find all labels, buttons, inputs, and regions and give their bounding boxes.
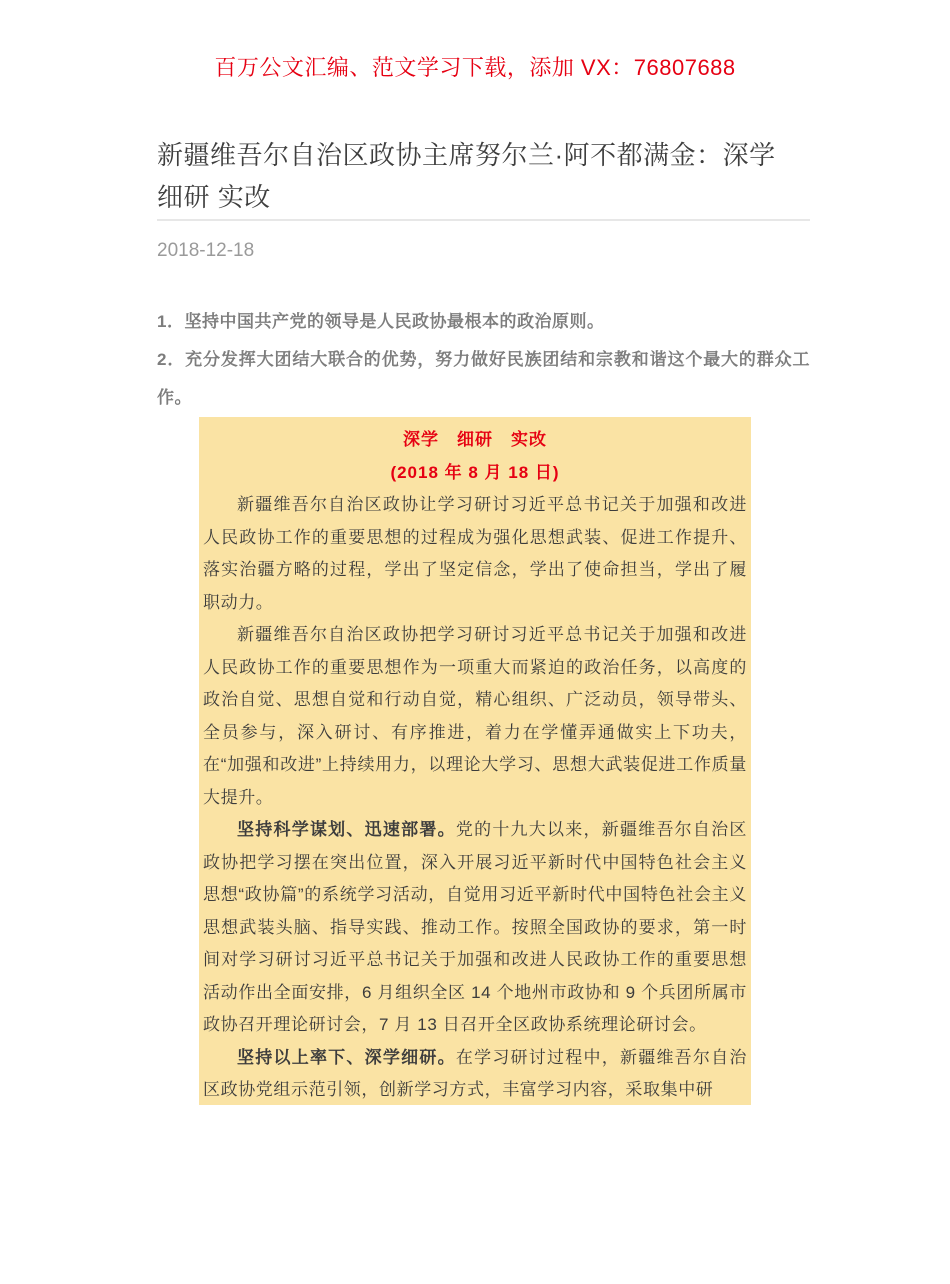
promo-banner: 百万公文汇编、范文学习下载，添加 VX：76807688 bbox=[214, 55, 736, 80]
title-divider bbox=[157, 219, 810, 221]
box-paragraph: 坚持以上率下、深学细研。在学习研讨过程中，新疆维吾尔自治区政协党组示范引领，创新学习方式，丰富学习内容，采取集中研 bbox=[203, 1047, 747, 1099]
article-date: 2018-12-18 bbox=[157, 240, 255, 261]
article-highlight-box bbox=[199, 417, 751, 1105]
box-subheading: (2018 年 8 月 18 日) bbox=[390, 462, 560, 482]
box-paragraph-lead: 坚持以上率下、深学细研。 bbox=[237, 1047, 456, 1067]
summary-point: 2．充分发挥大团结大联合的优势，努力做好民族团结和宗教和谐这个最大的群众工作。 bbox=[157, 350, 810, 407]
box-paragraph-lead: 坚持科学谋划、迅速部署。 bbox=[237, 820, 456, 839]
article-title-line2: 细研 实改 bbox=[157, 182, 271, 212]
article bbox=[157, 134, 810, 1105]
summary-points bbox=[157, 303, 810, 417]
article-title-line1: 新疆维吾尔自治区政协主席努尔兰·阿不都满金：深学 bbox=[157, 140, 776, 170]
page bbox=[0, 54, 950, 1284]
article-title bbox=[157, 134, 810, 218]
article-box-body bbox=[203, 489, 747, 1105]
box-heading: 深学 细研 实改 bbox=[403, 430, 547, 449]
summary-point: 1．坚持中国共产党的领导是人民政协最根本的政治原则。 bbox=[157, 312, 605, 331]
box-paragraph: 新疆维吾尔自治区政协把学习研讨习近平总书记关于加强和改进人民政协工作的重要思想作为一项重大而紧迫的政治任务，以高度的政治自觉、思想自觉和行动自觉，精心组织、广泛动员，领导带头、全员参与，深入研讨、有序推进，着力在学懂弄通做实上下功夫，在“加强和改进”上持续用力，以理论大学习、思想大武装促进工作质量大提升。 bbox=[203, 625, 747, 807]
box-paragraph: 新疆维吾尔自治区政协让学习研讨习近平总书记关于加强和改进人民政协工作的重要思想的过程成为强化思想武装、促进工作提升、落实治疆方略的过程，学出了坚定信念，学出了使命担当，学出了履职动力。 bbox=[203, 495, 747, 612]
box-paragraph: 坚持科学谋划、迅速部署。党的十九大以来，新疆维吾尔自治区政协把学习摆在突出位置，深入开展习近平新时代中国特色社会主义思想“政协篇”的系统学习活动，自觉用习近平新时代中国特色社会主义思想武装头脑、指导实践、推动工作。按照全国政协的要求，第一时间对学习研讨习近平总书记关于加强和改进人民政协工作的重要思想活动作出全面安排，6 月组织全区 14 个地州市政协和 9 个兵团所属市政协召开理论研讨会，7 月 13 日召开全区政协系统理论研讨会。 bbox=[203, 820, 747, 1034]
